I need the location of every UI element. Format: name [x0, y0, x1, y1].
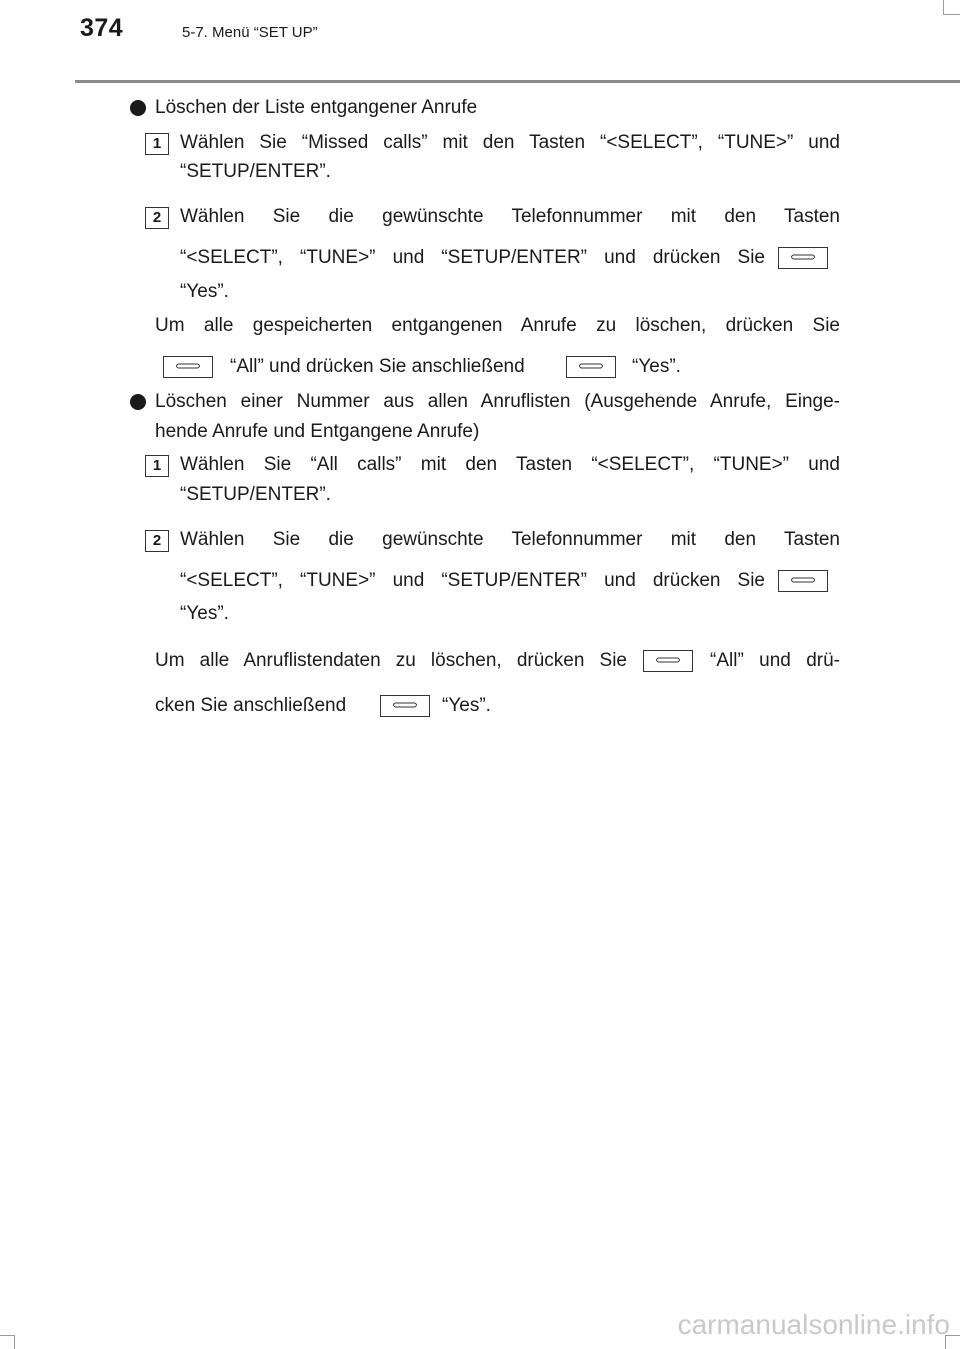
display-button-icon: [778, 247, 828, 269]
bullet-icon: [130, 100, 146, 116]
display-button-icon: [778, 570, 828, 592]
step-text-line: “<SELECT”, “TUNE>” und “SETUP/ENTER” und drücken Sie: [180, 247, 765, 268]
step-text-line: Wählen Sie die gewünschte Telefonnummer mit den Tasten: [180, 529, 840, 550]
note-text-line: “All” und drücken Sie anschließend: [230, 356, 525, 377]
step-number-badge: 1: [145, 133, 169, 155]
page-header: [0, 0, 960, 86]
note-text-line: Um alle Anruflistendaten zu löschen, drücken Sie: [155, 650, 627, 671]
section-heading: hende Anrufe und Entgangene Anrufe): [155, 421, 480, 442]
step-text-line: “<SELECT”, “TUNE>” und “SETUP/ENTER” und drücken Sie: [180, 570, 765, 591]
note-text-line: “Yes”.: [632, 356, 681, 377]
step-text-line: Wählen Sie “All calls” mit den Tasten “<SELECT”, “TUNE>” und: [180, 454, 840, 475]
note-text-line: Um alle gespeicherten entgangenen Anrufe zu löschen, drücken Sie: [155, 315, 840, 336]
step-text-line: “Yes”.: [180, 281, 229, 302]
step-number-badge: 2: [145, 530, 169, 552]
step-text-line: “SETUP/ENTER”.: [180, 484, 331, 505]
step-number-badge: 1: [145, 455, 169, 477]
note-text-line: cken Sie anschließend: [155, 695, 347, 716]
section-heading: Löschen einer Nummer aus allen Anruflisten (Ausgehende Anrufe, Einge-: [155, 391, 840, 412]
display-button-icon: [163, 356, 213, 378]
bullet-icon: [130, 394, 146, 410]
section-title: 5-7. Menü “SET UP”: [182, 24, 318, 41]
crop-mark: [0, 1335, 14, 1336]
page-number: 374: [80, 14, 124, 42]
display-button-icon: [643, 650, 693, 672]
step-text-line: Wählen Sie “Missed calls” mit den Tasten “<SELECT”, “TUNE>” und: [180, 132, 840, 153]
display-button-icon: [566, 356, 616, 378]
note-text-line: “All” und drü-: [710, 650, 840, 671]
footer-watermark: carmanualsonline.info: [677, 1309, 950, 1340]
step-text-line: “SETUP/ENTER”.: [180, 161, 331, 182]
display-button-icon: [380, 695, 430, 717]
step-text-line: Wählen Sie die gewünschte Telefonnummer mit den Tasten: [180, 206, 840, 227]
step-number-badge: 2: [145, 207, 169, 229]
section-heading: Löschen der Liste entgangener Anrufe: [155, 97, 478, 118]
crop-mark: [943, 0, 944, 14]
crop-mark: [943, 14, 960, 15]
header-rule: [75, 80, 960, 83]
crop-mark: [14, 1335, 15, 1349]
step-text-line: “Yes”.: [180, 603, 229, 624]
note-text-line: “Yes”.: [442, 695, 491, 716]
